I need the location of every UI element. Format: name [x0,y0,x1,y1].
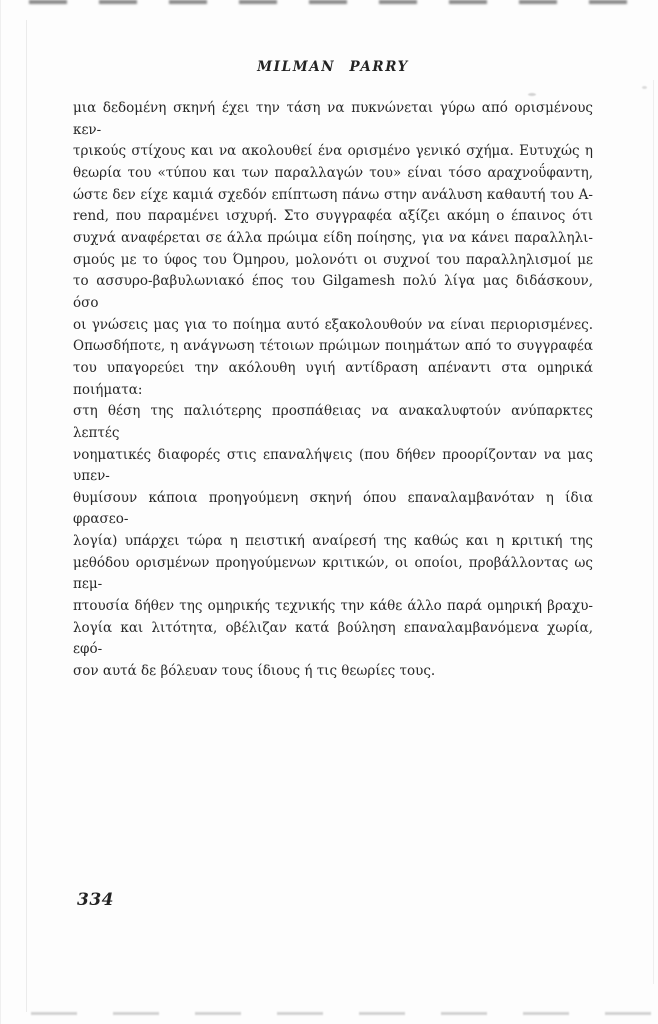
text-line: θυμίσουν κάποια προηγούμενη σκηνή όπου επαναλαμβανόταν η ίδια φρασεο- [73,489,593,528]
text-line: οι γνώσεις μας για το ποίημα αυτό εξακολουθούν να είναι περιορισμένες. [73,316,593,333]
text-line: το ασσυρο-βαβυλωνιακό έπος του Gilgamesh πολύ λίγα μας διδάσκουν, όσο [73,273,593,311]
scan-artifact-speck [528,93,536,96]
text-line: σον αυτά δε βόλευαν τους ίδιους ή τις θεωρίες τους. [73,663,436,680]
scan-artifact-top-edge [29,0,658,4]
text-line: συχνά αναφέρεται σε άλλα πρώιμα είδη ποίησης, για να κάνει παραλληλι- [73,229,593,246]
text-line: του υπαγορεύει την ακόλουθη υγιή αντίδραση απέναντι στα ομηρικά ποιήματα: [73,359,593,398]
text-line: νοηματικές διαφορές στις επαναλήψεις (που δήθεν προορίζονταν να μας υπεν- [73,446,593,485]
page-number: 334 [77,890,114,910]
body-text-block [73,98,593,683]
text-line: θεωρία του «τύπου και των παραλλαγών του» είναι τόσο αραχνοΰφαντη, [73,164,593,181]
text-line: λογία) υπάρχει τώρα η πειστική αναίρεσή της καθώς και η κριτική της [73,533,593,550]
scan-artifact-left-edge [26,20,27,1012]
scan-artifact-speck [642,86,647,89]
text-line: Οπωσδήποτε, η ανάγνωση τέτοιων πρώιμων ποιημάτων από το συγγραφέα [73,338,593,355]
text-line: λογία και λιτότητα, οβέλιζαν κατά βούληση επαναλαμβανόμενα χωρία, εφό- [73,619,593,658]
scan-artifact-bottom-edge [31,1012,658,1015]
text-line: σμούς με το ύφος του Όμηρου, μολονότι οι συχνοί του παραλληλισμοί με [73,251,593,268]
text-line: πτουσία δήθεν της ομηρικής τεχνικής την κάθε άλλο παρά ομηρική βραχυ- [73,598,593,615]
text-line: rend, που παραμένει ισχυρή. Στο συγγραφέα αξίζει ακόμη ο έπαινος ότι [73,208,593,225]
text-line: ώστε δεν είχε καμιά σχεδόν επίπτωση πάνω στην ανάλυση καθαυτή του A- [73,186,593,203]
running-header: MILMAN PARRY [257,59,409,75]
scan-artifact-right-edge [653,80,654,984]
text-line: στη θέση της παλιότερης προσπάθειας να ανακαλυφτούν ανύπαρκτες λεπτές [73,403,593,441]
text-line: μεθόδου ορισμένων προηγούμενων κριτικών, οι οποίοι, προβάλλοντας ως πεμ- [73,554,593,593]
text-line: τρικούς στίχους και να ακολουθεί ένα ορισμένο γενικό σχήμα. Ευτυχώς η [73,143,593,160]
text-line: μια δεδομένη σκηνή έχει την τάση να πυκνώνεται γύρω από ορισμένους κεν- [73,100,593,138]
